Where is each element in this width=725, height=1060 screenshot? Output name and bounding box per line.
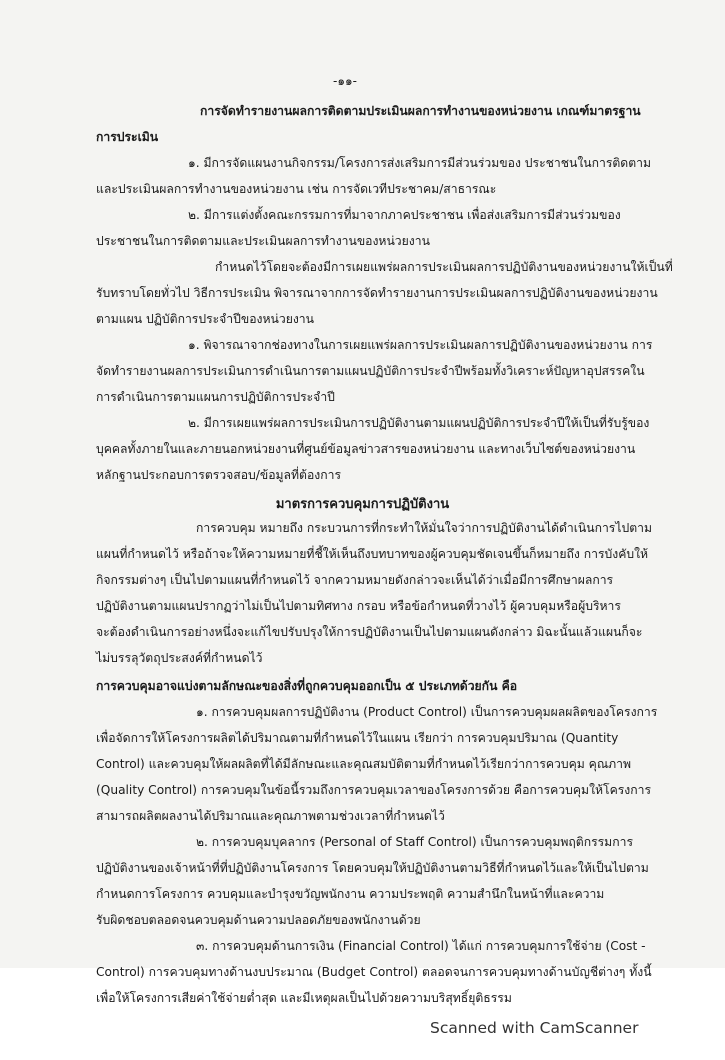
body-line: ๒. มีการแต่งตั้งคณะกรรมการที่มาจากภาคประชาชน เพื่อส่งเสริมการมีส่วนร่วมของ — [188, 208, 621, 222]
body-line: และประเมินผลการทำงานของหน่วยงาน เช่น การจัดเวทีประชาคม/สาธารณะ — [96, 182, 497, 196]
body-line: จัดทำรายงานผลการประเมินการดำเนินการตามแผนปฏิบัติการประจำปีพร้อมทั้งวิเคราะห์ปัญหาอุปสรรคใน — [96, 364, 645, 378]
page-number: -๑๑- — [333, 74, 357, 88]
camscanner-watermark: Scanned with CamScanner — [430, 1019, 639, 1037]
body-line: รับทราบโดยทั่วไป วิธีการประเมิน พิจารณาจากการจัดทำรายงานการประเมินผลการปฏิบัติงานของหน่วยงาน — [96, 286, 658, 300]
body-line: ปฏิบัติงานตามแผนปรากฏว่าไม่เป็นไปตามทิศทาง กรอบ หรือข้อกำหนดที่วางไว้ ผู้ควบคุมหรือผู้บริหาร — [96, 599, 621, 613]
section-heading-cont: การประเมิน — [96, 130, 159, 144]
body-line: (Quality Control) การควบคุมในข้อนี้รวมถึงการควบคุมเวลาของโครงการด้วย คือการควบคุมให้โครงการ — [96, 783, 652, 797]
body-line: Control) การควบคุมทางด้านงบประมาณ (Budget Control) ตลอดจนการควบคุมทางด้านบัญชีต่างๆ ทั้งนี้ — [96, 965, 652, 979]
body-line: ไม่บรรลุวัตถุประสงค์ที่กำหนดไว้ — [96, 651, 263, 665]
body-line: เพื่อจัดการให้โครงการผลิตได้ปริมาณตามที่กำหนดไว้ในแผน เรียกว่า การควบคุมปริมาณ (Quantity — [96, 731, 619, 745]
body-line: ๒. การควบคุมบุคลากร (Personal of Staff Control) เป็นการควบคุมพฤติกรรมการ — [196, 835, 633, 849]
body-line: ๒. มีการเผยแพร่ผลการประเมินการปฏิบัติงานตามแผนปฏิบัติการประจำปีให้เป็นที่รับรู้ของ — [188, 416, 650, 430]
body-line: ตามแผน ปฏิบัติการประจำปีของหน่วยงาน — [96, 312, 314, 326]
body-line: การควบคุม หมายถึง กระบวนการที่กระทำให้มั่นใจว่าการปฏิบัติงานได้ดำเนินการไปตาม — [196, 521, 653, 535]
body-line: ๑. มีการจัดแผนงานกิจกรรม/โครงการส่งเสริมการมีส่วนร่วมของ ประชาชนในการติดตาม — [188, 156, 652, 170]
section-heading: การจัดทำรายงานผลการติดตามประเมินผลการทำงานของหน่วยงาน เกณฑ์มาตรฐาน — [200, 104, 641, 118]
body-line: รับผิดชอบตลอดจนควบคุมด้านความปลอดภัยของพนักงานด้วย — [96, 913, 421, 927]
body-line: บุคคลทั้งภายในและภายนอกหน่วยงานที่ศูนย์ข้อมูลข่าวสารของหน่วยงาน และทางเว็บไซต์ของหน่วยงาน — [96, 442, 636, 456]
body-line: เพื่อให้โครงการเสียค่าใช้จ่ายต่ำสุด และมีเหตุผลเป็นไปด้วยความบริสุทธิ์ยุติธรรม — [96, 991, 512, 1005]
body-line: สามารถผลิตผลงานได้ปริมาณและคุณภาพตามช่วงเวลาที่กำหนดไว้ — [96, 809, 445, 823]
body-line: Control) และควบคุมให้ผลผลิตที่ได้มีลักษณะและคุณสมบัติตามที่กำหนดไว้เรียกว่าการควบคุม คุณภาพ — [96, 757, 632, 771]
body-line: ๑. การควบคุมผลการปฏิบัติงาน (Product Control) เป็นการควบคุมผลผลิตของโครงการ — [196, 705, 658, 719]
body-line: กิจกรรมต่างๆ เป็นไปตามแผนที่กำหนดไว้ จากความหมายดังกล่าวจะเห็นได้ว่าเมื่อมีการศึกษาผลการ — [96, 573, 614, 587]
body-line: หลักฐานประกอบการตรวจสอบ/ข้อมูลที่ต้องการ — [96, 468, 341, 482]
body-line: การดำเนินการตามแผนการปฏิบัติการประจำปี — [96, 390, 335, 404]
body-line: ปฏิบัติงานของเจ้าหน้าที่ที่ปฏิบัติงานโครงการ โดยควบคุมให้ปฏิบัติงานตามวิธีที่กำหนดไว้และให้เป็นไปตาม — [96, 861, 649, 875]
subtitle-heading: มาตรการควบคุมการปฏิบัติงาน — [275, 497, 450, 512]
body-line: จะต้องดำเนินการอย่างหนึ่งจะแก้ไขปรับปรุงให้การปฏิบัติงานเป็นไปตามแผนดังกล่าว มิฉะนั้นแล้วแผนก็จะ — [96, 625, 643, 639]
body-line: ๓. การควบคุมด้านการเงิน (Financial Control) ได้แก่ การควบคุมการใช้จ่าย (Cost - — [196, 939, 646, 953]
body-line: กำหนดไว้โดยจะต้องมีการเผยแพร่ผลการประเมินผลการปฏิบัติงานของหน่วยงานให้เป็นที่ — [215, 260, 673, 274]
section-heading: การควบคุมอาจแบ่งตามลักษณะของสิ่งที่ถูกควบคุมออกเป็น ๕ ประเภทด้วยกัน คือ — [96, 679, 518, 693]
body-line: แผนที่กำหนดไว้ หรือถ้าจะให้ความหมายที่ชี้ให้เห็นถึงบทบาทของผู้ควบคุมชัดเจนขึ้นก็หมายถึง การบังคับให้ — [96, 547, 649, 561]
body-line: กำหนดการโครงการ ควบคุมและบำรุงขวัญพนักงาน ความประพฤติ ความสำนึกในหน้าที่และความ — [96, 887, 605, 901]
body-line: ประชาชนในการติดตามและประเมินผลการทำงานของหน่วยงาน — [96, 234, 430, 248]
body-line: ๑. พิจารณาจากช่องทางในการเผยแพร่ผลการประเมินผลการปฏิบัติงานของหน่วยงาน การ — [188, 338, 653, 352]
